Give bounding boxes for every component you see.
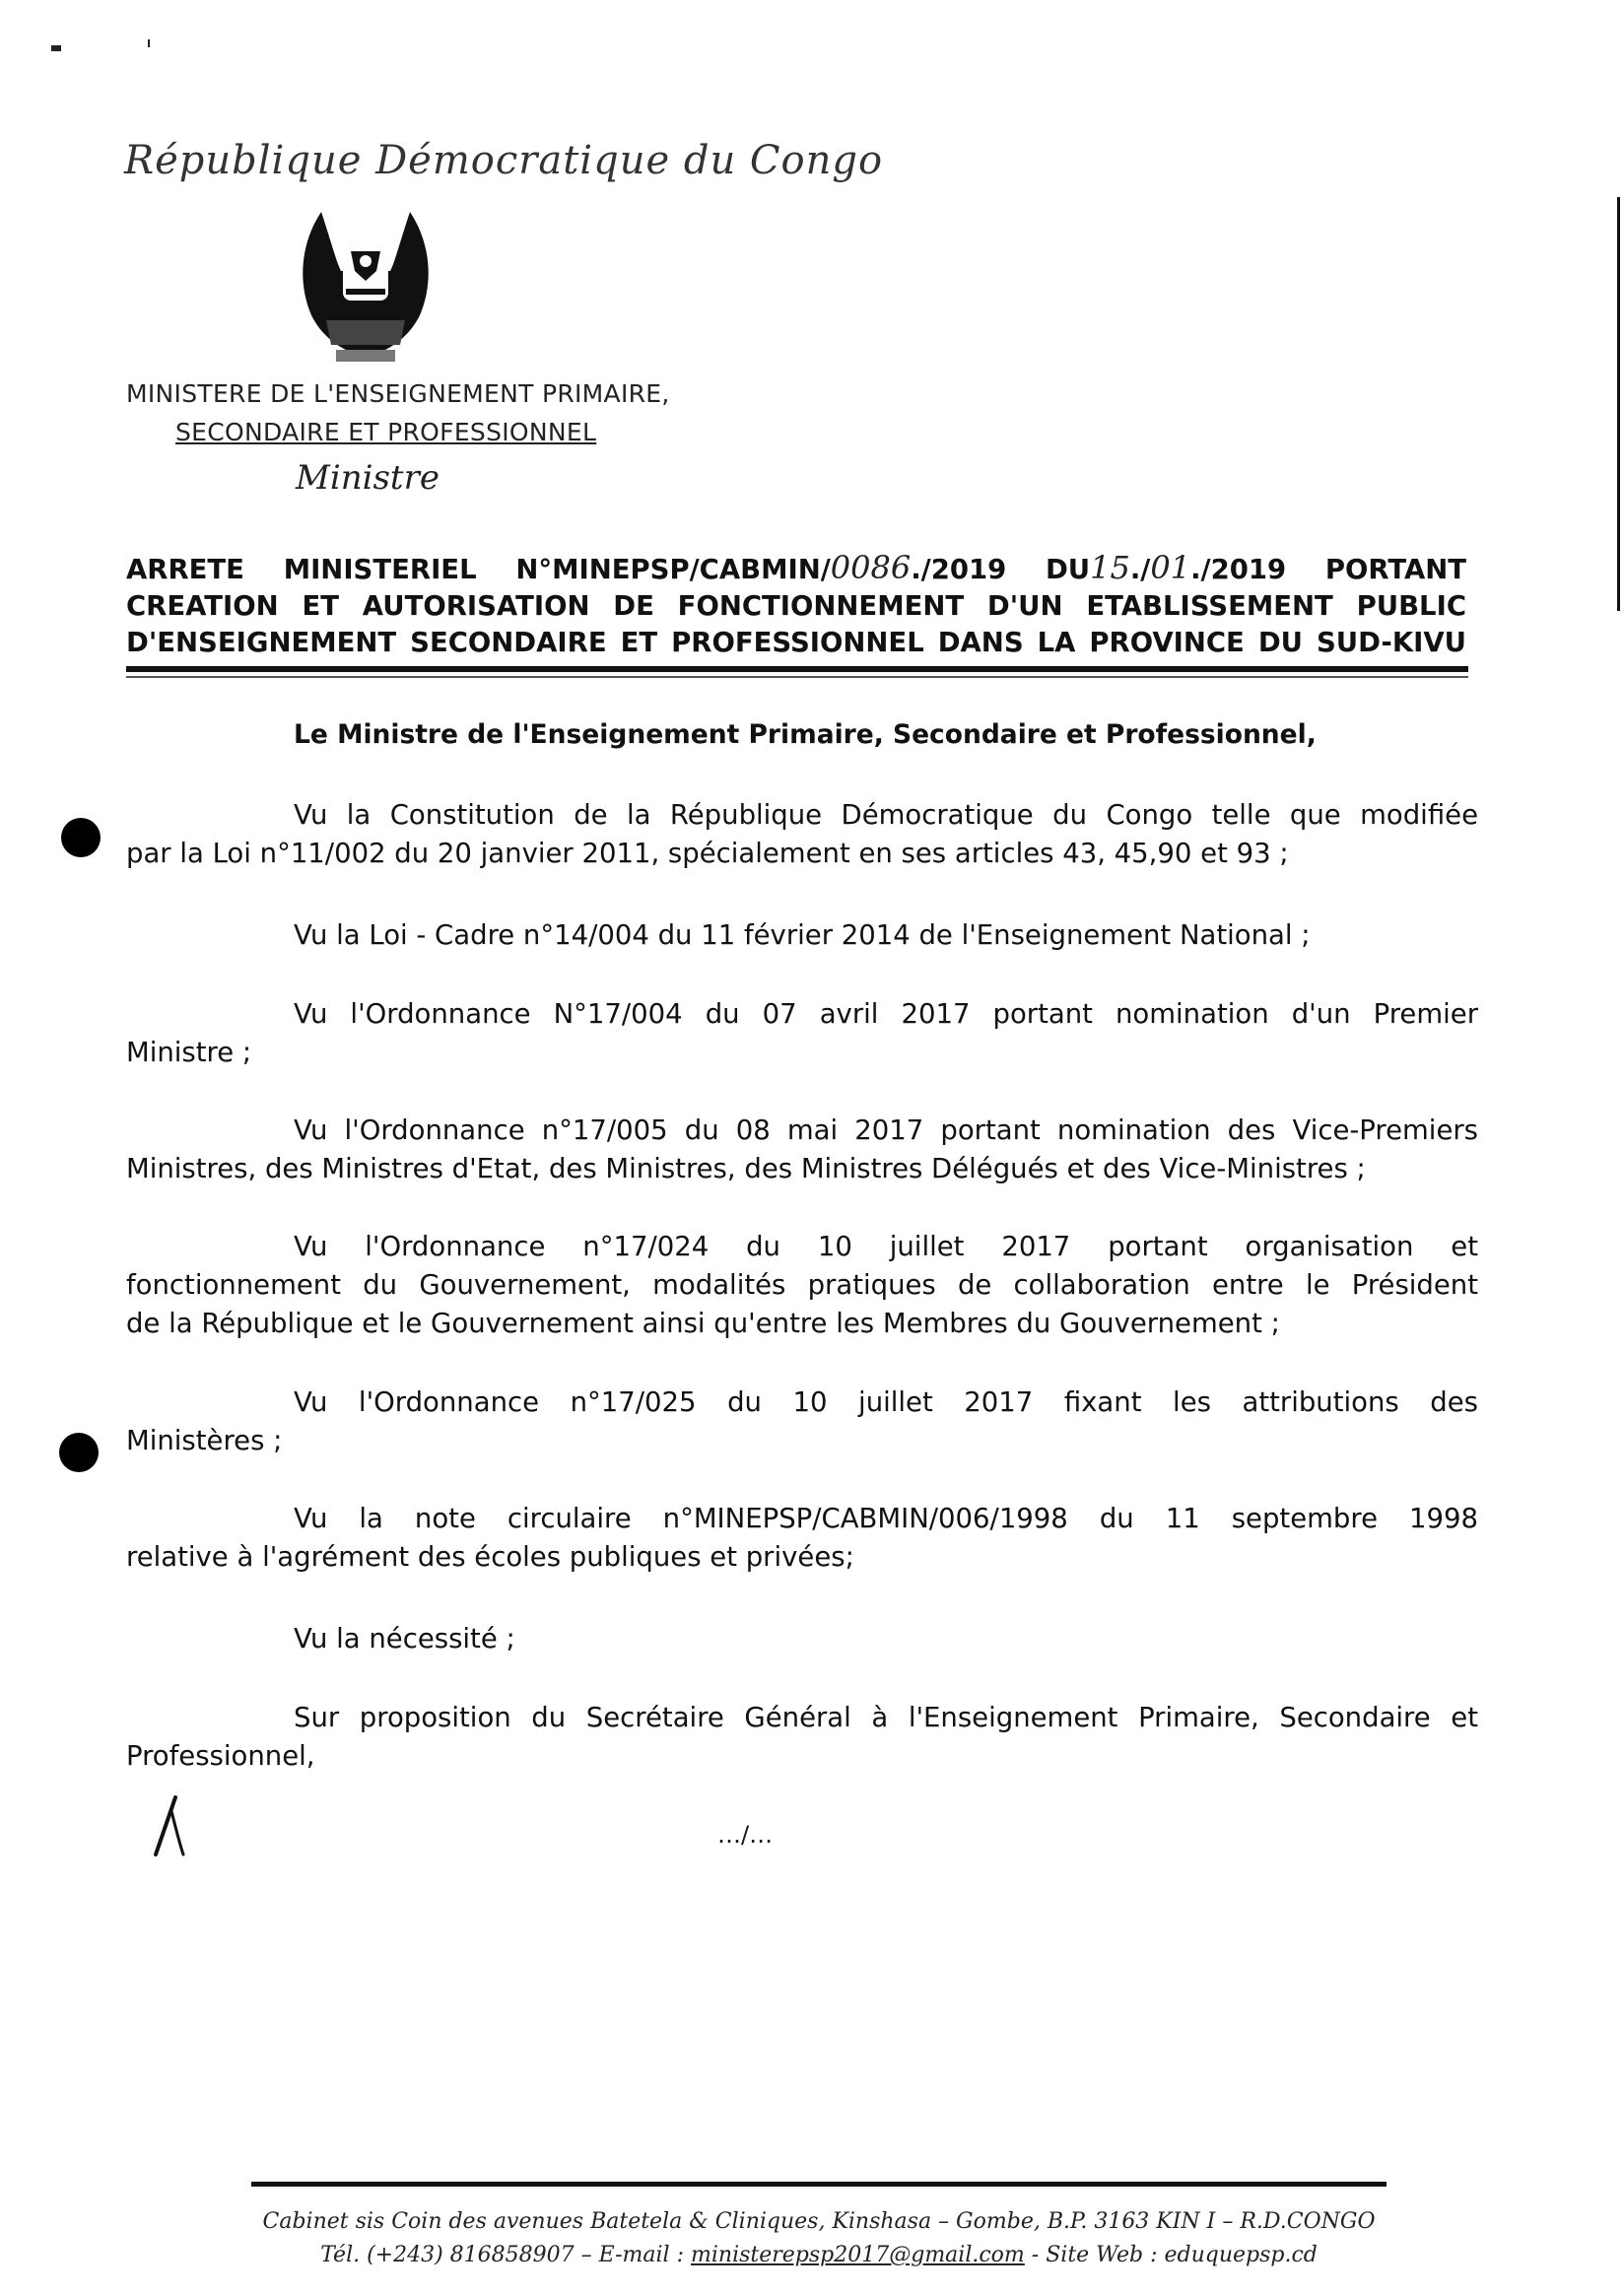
footer-rule — [251, 2182, 1387, 2187]
title-underline — [126, 666, 1468, 672]
decree-title-line1: ARRETE MINISTERIEL N°MINEPSP/CABMIN/0086./2019 DU15./01./2019 PORTANT — [126, 549, 1466, 586]
scan-speck — [51, 45, 61, 51]
footer-contact: Tél. (+243) 816858907 – E-mail : ministerepsp2017@gmail.com - Site Web : eduquepsp.cd — [320, 2243, 1318, 2267]
scan-edge-mark — [1617, 197, 1620, 611]
paragraph-proposition: Sur proposition du Secrétaire Général à l'Enseignement Primaire, Secondaire et Professionnel, — [126, 1702, 1478, 1772]
title-underline-thin — [126, 676, 1468, 678]
paragraph-ordonnance-17-024: Vu l'Ordonnance n°17/024 du 10 juillet 2017 portant organisation et fonctionnement du Gouvernement, modalités pratiques de collaboration entre le Président de la République et le Gouvernement ainsi qu'entre les Membres du Gouvernement ; — [126, 1231, 1478, 1339]
decree-title — [126, 550, 1466, 661]
paragraph-note-circulaire: Vu la note circulaire n°MINEPSP/CABMIN/006/1998 du 11 septembre 1998 relative à l'agrément des écoles publiques et privées; — [126, 1503, 1478, 1573]
handwritten-month: 01 — [1150, 549, 1191, 586]
paragraph-loi-cadre: Vu la Loi - Cadre n°14/004 du 11 février 2014 de l'Enseignement National ; — [294, 919, 1311, 951]
footer-email-link[interactable]: ministerepsp2017@gmail.com — [691, 2243, 1025, 2267]
punch-hole-mark — [61, 818, 101, 857]
republic-heading: République Démocratique du Congo — [124, 138, 884, 183]
scan-speck — [148, 39, 150, 47]
decree-title-line2: CREATION ET AUTORISATION DE FONCTIONNEMENT D'UN ETABLISSEMENT PUBLIC — [126, 590, 1466, 622]
paragraph-necessite: Vu la nécessité ; — [294, 1623, 515, 1654]
minister-heading: Le Ministre de l'Enseignement Primaire, Secondaire et Professionnel, — [294, 719, 1317, 750]
paragraph-ordonnance-17-005: Vu l'Ordonnance n°17/005 du 08 mai 2017 portant nomination des Vice-Premiers Ministres, des Ministres d'Etat, des Ministres, des Ministres Délégués et des Vice-Ministres ; — [126, 1114, 1478, 1184]
handwritten-day: 15 — [1090, 549, 1130, 586]
decree-title-line3: D'ENSEIGNEMENT SECONDAIRE ET PROFESSIONNEL DANS LA PROVINCE DU SUD-KIVU — [126, 627, 1466, 658]
punch-hole-mark — [59, 1433, 99, 1472]
paragraph-ordonnance-17-004: Vu l'Ordonnance N°17/004 du 07 avril 2017 portant nomination d'un Premier Ministre ; — [126, 998, 1478, 1068]
paragraph-ordonnance-17-025: Vu l'Ordonnance n°17/025 du 10 juillet 2017 fixant les attributions des Ministères ; — [126, 1386, 1478, 1456]
handwritten-initial-mark — [146, 1793, 195, 1862]
ministre-label: Ministre — [296, 458, 440, 498]
continuation-marker: …/… — [717, 1821, 774, 1849]
coat-of-arms-emblem — [292, 202, 440, 370]
paragraph-constitution: Vu la Constitution de la République Démocratique du Congo telle que modifiée par la Loi n°11/002 du 20 janvier 2011, spécialement en ses articles 43, 45,90 et 93 ; — [126, 799, 1478, 869]
footer-address: Cabinet sis Coin des avenues Batetela & Cliniques, Kinshasa – Gombe, B.P. 3163 KIN I – R.D.CONGO — [262, 2209, 1376, 2234]
ministry-name-line2: SECONDAIRE ET PROFESSIONNEL — [175, 418, 597, 446]
handwritten-decree-number: 0086 — [830, 549, 912, 586]
ministry-name-line1: MINISTERE DE L'ENSEIGNEMENT PRIMAIRE, — [126, 379, 670, 408]
